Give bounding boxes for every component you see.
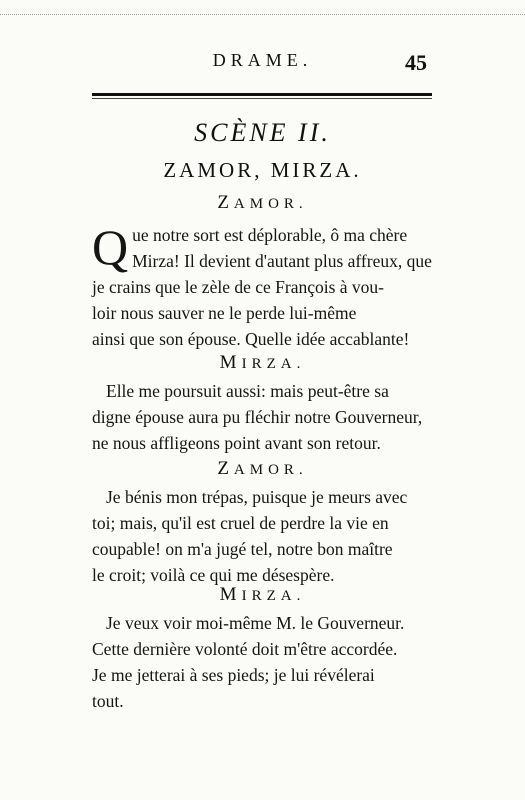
- running-head: DRAME.: [212, 50, 313, 70]
- speaker-name-rest: IRZA.: [241, 588, 306, 604]
- page-edge-line: [0, 14, 525, 16]
- text-line: coupable! on m'a jugé tel, notre bon maître: [92, 539, 393, 559]
- text-line: [92, 222, 440, 248]
- text-line: le croit; voilà ce qui me désespère.: [92, 565, 335, 585]
- dialogue-paragraph: [92, 378, 440, 456]
- speaker-heading: [0, 458, 525, 480]
- text-line: toi; mais, qu'il est cruel de perdre la vie en: [92, 513, 389, 533]
- text-line: loir nous sauver ne le perde lui-même: [92, 303, 357, 323]
- speaker-initial: Z: [217, 192, 234, 213]
- text-line: Je veux voir moi-même M. le Gouverneur.: [106, 613, 405, 633]
- text-line: Elle me poursuit aussi: mais peut-être sa: [106, 381, 389, 401]
- page-number: 45: [405, 50, 427, 75]
- text-line-lead: ue notre sort est déplorable, ô ma chère: [132, 225, 408, 245]
- header-rule: [92, 93, 432, 96]
- header-rule-thin: [92, 98, 432, 99]
- speaker-initial: M: [219, 352, 242, 373]
- speaker-name-rest: AMOR.: [233, 196, 308, 212]
- text-line: ne nous affligeons point avant son retour.: [92, 433, 381, 453]
- text-line: je crains que le zèle de ce François à vou-: [92, 277, 385, 297]
- dialogue-paragraph: [92, 484, 440, 588]
- dialogue-paragraph: [92, 610, 440, 714]
- speaker-heading: [0, 352, 525, 374]
- text-line: Je bénis mon trépas, puisque je meurs avec: [106, 487, 408, 507]
- text-line: tout.: [92, 691, 124, 711]
- text-line: Mirza! Il devient d'autant plus affreux, que: [132, 251, 432, 271]
- speaker-heading: [0, 584, 525, 606]
- dialogue-paragraph: [92, 219, 440, 352]
- speaker-name-rest: AMOR.: [233, 462, 308, 478]
- text-line: digne épouse aura pu fléchir notre Gouverneur,: [92, 407, 423, 427]
- text-line: Cette dernière volonté doit m'être accordée.: [92, 639, 398, 659]
- text-line: ainsi que son épouse. Quelle idée accablante!: [92, 329, 410, 349]
- speaker-name-rest: IRZA.: [241, 356, 306, 372]
- scene-title: SCÈNE II.: [194, 118, 331, 147]
- text-line: Je me jetterai à ses pieds; je lui révélerai: [92, 665, 375, 685]
- speaker-initial: Z: [217, 458, 234, 479]
- scene-characters: ZAMOR, MIRZA.: [163, 158, 362, 182]
- drop-capital: Q: [92, 219, 129, 275]
- speaker-heading: [0, 192, 525, 214]
- speaker-initial: M: [219, 584, 242, 605]
